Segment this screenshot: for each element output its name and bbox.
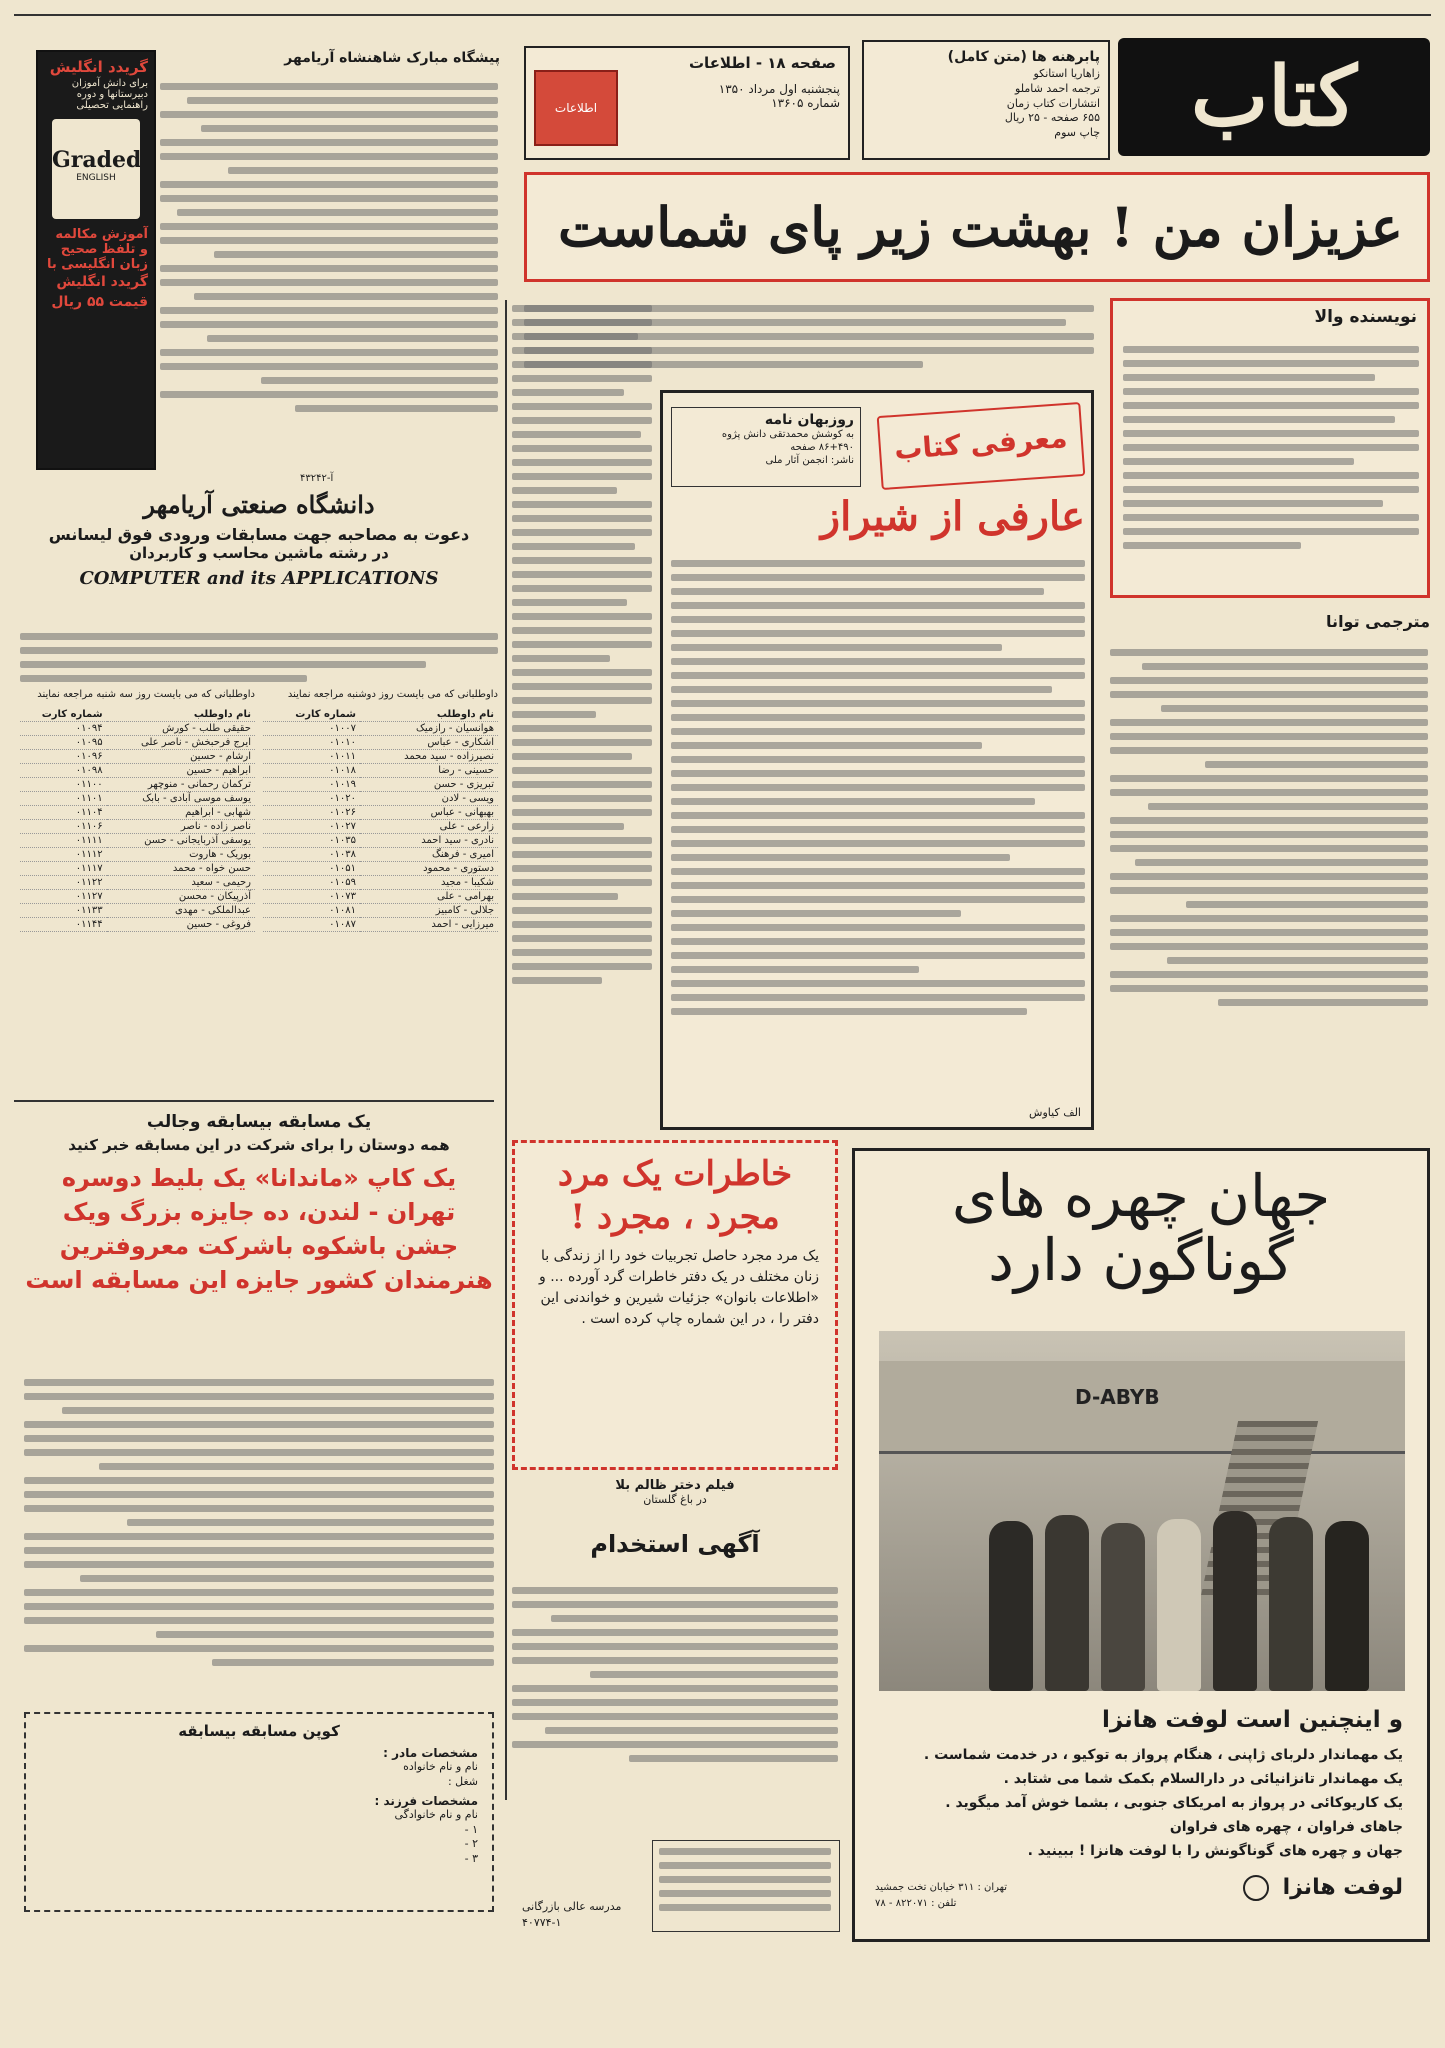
memoirs-headline: خاطرات یک مرد مجرد ، مجرد !: [557, 1154, 793, 1237]
contest-intro: همه دوستان را برای شرکت در این مسابقه خبر کنید: [68, 1136, 450, 1154]
lufthansa-line4: جاهای فراوان ، چهره های فراوان: [1169, 1819, 1403, 1835]
stewardess-figure: [1325, 1521, 1369, 1691]
name-cell: ویسی - لادن: [360, 792, 498, 806]
book-translator: ترجمه احمد شاملو: [1015, 81, 1100, 95]
header-name: نام داوطلب: [360, 708, 498, 722]
name-cell: میرزایی - احمد: [360, 918, 498, 932]
card-cell: ۰۱۰۷۳: [263, 890, 360, 904]
university-list-a: [20, 708, 255, 932]
university-title: دانشگاه صنعتی آریامهر: [143, 490, 375, 519]
name-cell: عبدالملکی - مهدی: [107, 904, 255, 918]
table-row: [263, 792, 498, 806]
book-intro-banner-text: معرفی کتاب: [893, 421, 1069, 467]
graded-price: قیمت ۵۵ ریال: [51, 294, 148, 310]
issue-date: پنجشنبه اول مرداد ۱۳۵۰: [718, 82, 840, 96]
table-row: [263, 918, 498, 932]
memoirs-box: [512, 1140, 838, 1470]
book-intro-body: [671, 553, 1085, 1083]
header-name: نام داوطلب: [107, 708, 255, 722]
table-row: [20, 750, 255, 764]
book-info-box: [862, 40, 1110, 160]
column-rule-1: [505, 300, 507, 1800]
card-cell: ۰۱۱۰۱: [20, 792, 107, 806]
card-cell: ۰۱۰۳۸: [263, 848, 360, 862]
author-box-body: [1123, 339, 1419, 589]
table-row: [263, 806, 498, 820]
table-row: [263, 904, 498, 918]
card-cell: ۰۱۰۵۹: [263, 876, 360, 890]
card-cell: ۰۱۰۱۱: [263, 750, 360, 764]
name-cell: اشکاری - عباس: [360, 736, 498, 750]
coupon-title: کوپن مسابقه بیسابقه: [178, 1722, 340, 1740]
name-cell: نادری - سید احمد: [360, 834, 498, 848]
table-row: [20, 764, 255, 778]
author-box-title: نویسنده والا: [1314, 307, 1417, 327]
stewardesses-group: [989, 1481, 1369, 1691]
name-cell: ترکمان رحمانی - منوچهر: [107, 778, 255, 792]
card-cell: ۰۱۰۹۸: [20, 764, 107, 778]
book-intro-meta1: به کوشش محمدتقی دانش پژوه: [721, 429, 854, 440]
contest-section: [24, 1112, 494, 1922]
coupon-name: نام و نام خانواده: [403, 1760, 478, 1773]
book-intro-meta: [671, 407, 861, 487]
card-cell: ۰۱۰۳۵: [263, 834, 360, 848]
lufthansa-line2: یک مهماندار تانزانیائی در دارالسلام بکمک شما می شتابد .: [1003, 1771, 1403, 1787]
stewardess-figure: [1157, 1519, 1201, 1691]
graded-logo-sub: ENGLISH: [76, 173, 116, 183]
card-cell: ۰۱۰۹۴: [20, 722, 107, 736]
header-card: شماره کارت: [20, 708, 107, 722]
jobs-body: [512, 1580, 838, 1830]
table-row: [263, 848, 498, 862]
table-row: [20, 876, 255, 890]
card-cell: ۰۱۱۰۰: [20, 778, 107, 792]
book-author: زاهاریا استانکو: [1033, 66, 1100, 80]
coupon-child-name: نام و نام خانوادگی: [394, 1807, 478, 1821]
main-headline: عزیزان من ! بهشت زیر پای شماست: [558, 195, 1403, 259]
plane-registration: D-ABYB: [1075, 1385, 1160, 1409]
article-column-body: [512, 298, 652, 1128]
royal-birthday-code: آ-۴۳۲۴۲: [300, 473, 334, 484]
jobs-form-lines: [659, 1841, 831, 1929]
lufthansa-crane-icon: [1243, 1875, 1269, 1901]
table-row: [20, 778, 255, 792]
graded-line1: گریدد انگلیش: [49, 58, 148, 76]
name-cell: ارشام - حسین: [107, 750, 255, 764]
university-notice: [20, 490, 498, 1090]
coupon-child: مشخصات فرزند :: [374, 1793, 478, 1808]
card-cell: ۰۱۱۲۲: [20, 876, 107, 890]
jobs-footer: مدرسه عالی بازرگانی: [522, 1900, 622, 1913]
header-card: شماره کارت: [263, 708, 360, 722]
book-intro-headline: عارفی از شیراز: [820, 493, 1085, 540]
lufthansa-tagline: و اینچنین است لوفت هانزا: [1101, 1707, 1403, 1733]
name-cell: بهرامی - علی: [360, 890, 498, 904]
table-row: [263, 820, 498, 834]
name-cell: آذرپیکان - محسن: [107, 890, 255, 904]
table-row: [20, 862, 255, 876]
university-subtitle: دعوت به مصاحبه جهت مسابقات ورودی فوق لیسانس: [48, 525, 470, 544]
memoirs-body: یک مرد مجرد حاصل تجربیات خود را از زندگی با زنان مختلف در یک دفتر خاطرات گرد آورده ... و «اطلاعات بانوان» جزئیات شیرین و خواندنی این دفتر را ، در این شماره چاپ کرده است .: [538, 1248, 819, 1327]
card-cell: ۰۱۰۸۷: [263, 918, 360, 932]
card-cell: ۰۱۱۰۴: [20, 806, 107, 820]
book-publisher: انتشارات کتاب زمان: [1006, 96, 1100, 110]
contest-body: [24, 1372, 494, 1702]
book-intro-meta3: ناشر: انجمن آثار ملی: [765, 455, 854, 466]
stewardess-figure: [1045, 1515, 1089, 1691]
card-cell: ۰۱۰۸۱: [263, 904, 360, 918]
graded-line3: آموزش مکالمه و تلفظ صحیح زبان انگلیسی با: [46, 227, 148, 272]
royal-birthday-section: [160, 50, 500, 470]
name-cell: حسن خواه - محمد: [107, 862, 255, 876]
contest-red2: تهران - لندن، ده جایزه بزرگ ویک: [62, 1198, 456, 1226]
name-cell: فروغی - حسین: [107, 918, 255, 932]
contest-red1: یک کاپ «ماندانا» یک بلیط دوسره: [61, 1164, 457, 1192]
issue-stamp-text: اطلاعات: [554, 101, 598, 115]
lufthansa-headline1: جهان چهره های: [951, 1162, 1331, 1230]
main-headline-box: [524, 172, 1430, 282]
coupon-mother: مشخصات مادر :: [383, 1746, 478, 1760]
name-cell: حقیقی طلب - کورش: [107, 722, 255, 736]
table-row: [20, 918, 255, 932]
name-cell: شکیبا - مجید: [360, 876, 498, 890]
translator-section: [1110, 612, 1430, 1082]
name-cell: نصیرزاده - سید محمد: [360, 750, 498, 764]
lufthansa-address: تهران : ۳۱۱ خیابان تخت جمشید: [875, 1882, 1008, 1893]
top-rule: [14, 14, 1431, 16]
lufthansa-line5: جهان و چهره های گوناگونش را با لوفت هانزا ! ببینید .: [1027, 1843, 1403, 1859]
table-row: [263, 778, 498, 792]
table-row: [263, 750, 498, 764]
name-cell: بهبهانی - عباس: [360, 806, 498, 820]
lufthansa-photo: [879, 1331, 1405, 1691]
university-subtitle2: در رشته ماشین محاسب و کاربردان: [129, 544, 389, 562]
table-row: [20, 890, 255, 904]
card-cell: ۰۱۰۲۶: [263, 806, 360, 820]
lufthansa-headline2: گوناگون دارد: [988, 1225, 1294, 1294]
card-cell: ۰۱۰۲۰: [263, 792, 360, 806]
name-cell: رحیمی - سعید: [107, 876, 255, 890]
table-row: [263, 834, 498, 848]
list-b-header: [263, 708, 498, 722]
university-col-head-b: داوطلبانی که می بایست روز دوشنبه مراجعه نمایند: [287, 689, 498, 700]
card-cell: ۰۱۱۰۶: [20, 820, 107, 834]
coupon-row-1: ۱ -: [464, 1822, 478, 1836]
royal-birthday-body: [160, 76, 498, 456]
lufthansa-line1: یک مهماندار دلربای ژاپنی ، هنگام پرواز به توکیو ، در خدمت شماست .: [923, 1747, 1403, 1763]
card-cell: ۰۱۱۱۱: [20, 834, 107, 848]
card-cell: ۰۱۰۰۷: [263, 722, 360, 736]
issue-page: صفحه ۱۸ - اطلاعات: [688, 54, 836, 72]
issue-stamp: [534, 70, 618, 146]
contest-red4: هنرمندان کشور جایزه این مسابقه است: [25, 1266, 493, 1294]
book-intro-title: روزبهان نامه: [764, 412, 854, 428]
table-row: [20, 792, 255, 806]
author-box: [1110, 298, 1430, 598]
contest-title: یک مسابقه بیسابقه وجالب: [146, 1112, 372, 1132]
card-cell: ۰۱۱۱۷: [20, 862, 107, 876]
table-row: [263, 736, 498, 750]
stewardess-figure: [1213, 1511, 1257, 1691]
table-row: [20, 722, 255, 736]
stewardess-figure: [1101, 1523, 1145, 1691]
book-intro-banner: [877, 402, 1086, 490]
name-cell: ایرج فرحبخش - ناصر علی: [107, 736, 255, 750]
book-intro-box: [660, 390, 1094, 1130]
name-cell: شهابی - ابراهیم: [107, 806, 255, 820]
name-cell: هوانسیان - رازمیک: [360, 722, 498, 736]
name-cell: یوسفی آذربایجانی - حسن: [107, 834, 255, 848]
lufthansa-brand: لوفت هانزا: [1282, 1875, 1403, 1900]
contest-red3: جشن باشکوه باشرکت معروفترین: [59, 1232, 459, 1260]
film-place: در باغ گلستان: [643, 1493, 707, 1506]
name-cell: دستوری - محمود: [360, 862, 498, 876]
graded-line4: گریدد انگلیش: [56, 274, 148, 290]
table-row: [263, 722, 498, 736]
card-cell: ۰۱۱۳۳: [20, 904, 107, 918]
table-row: [263, 890, 498, 904]
card-cell: ۰۱۰۹۶: [20, 750, 107, 764]
graded-logo: [52, 119, 140, 219]
book-intro-signature: الف کیاوش: [1029, 1106, 1081, 1120]
book-edition: چاپ سوم: [1054, 126, 1100, 140]
jobs-form: [652, 1840, 840, 1932]
name-cell: امیری - فرهنگ: [360, 848, 498, 862]
coupon-job: شغل :: [447, 1774, 478, 1788]
lufthansa-brand-row: [1243, 1875, 1403, 1901]
jobs-code: ۴۰۷۷۴-۱: [522, 1916, 562, 1929]
card-cell: ۰۱۰۵۱: [263, 862, 360, 876]
table-row: [263, 876, 498, 890]
table-row: [263, 862, 498, 876]
graded-logo-text: Graded: [52, 147, 142, 173]
coupon-row-3: ۳ -: [464, 1852, 478, 1866]
name-cell: بوریک - هاروت: [107, 848, 255, 862]
university-list-b: [263, 708, 498, 932]
card-cell: ۰۱۱۴۴: [20, 918, 107, 932]
book-pages-price: ۶۵۵ صفحه - ۲۵ ریال: [1004, 111, 1100, 125]
royal-birthday-title: پیشگاه مبارک شاهنشاه آریامهر: [284, 50, 500, 66]
table-row: [20, 834, 255, 848]
university-col-head-a: داوطلبانی که می بایست روز سه شنبه مراجعه نمایند: [37, 689, 255, 700]
name-cell: ناصر زاده - ناصر: [107, 820, 255, 834]
film-title: فیلم دختر ظالم بلا: [615, 1478, 735, 1493]
name-cell: تبریزی - حسن: [360, 778, 498, 792]
issue-info-box: [524, 46, 850, 160]
graded-english-ad: [36, 50, 156, 470]
name-cell: ابراهیم - حسین: [107, 764, 255, 778]
table-row: [20, 848, 255, 862]
contest-coupon[interactable]: [24, 1712, 494, 1912]
stewardess-figure: [989, 1521, 1033, 1691]
card-cell: ۰۱۰۹۵: [20, 736, 107, 750]
table-row: [20, 736, 255, 750]
stewardess-figure: [1269, 1517, 1313, 1691]
masthead-logo-text: کتاب: [1191, 49, 1357, 145]
card-cell: ۰۱۰۱۹: [263, 778, 360, 792]
university-intro-body: [20, 626, 498, 686]
lufthansa-phone: تلفن : ۸۲۲۰۷۱ - ۷۸: [875, 1898, 957, 1909]
card-cell: ۰۱۰۲۷: [263, 820, 360, 834]
masthead-logo: [1118, 38, 1430, 156]
card-cell: ۰۱۰۱۰: [263, 736, 360, 750]
card-cell: ۰۱۱۱۲: [20, 848, 107, 862]
jobs-ad: [512, 1520, 838, 1940]
card-cell: ۰۱۱۲۷: [20, 890, 107, 904]
lufthansa-ad: [852, 1148, 1430, 1942]
table-row: [20, 904, 255, 918]
table-row: [263, 764, 498, 778]
table-row: [20, 806, 255, 820]
jobs-title: آگهی استخدام: [590, 1530, 760, 1558]
book-title: پابرهنه ها (متن کامل): [947, 49, 1100, 65]
table-row: [20, 820, 255, 834]
translator-body: [1110, 642, 1428, 1072]
memoirs-film: [512, 1478, 838, 1506]
translator-title: مترجمی توانا: [1326, 612, 1430, 631]
coupon-row-2: ۲ -: [464, 1837, 478, 1851]
list-a-header: [20, 708, 255, 722]
issue-number: شماره ۱۳۶۰۵: [771, 96, 840, 110]
name-cell: جلالی - کامبیز: [360, 904, 498, 918]
book-intro-meta2: ۸۶+۴۹۰ صفحه: [790, 442, 854, 453]
section-rule: [14, 1100, 494, 1102]
name-cell: یوسف موسی آبادی - بابک: [107, 792, 255, 806]
university-english: COMPUTER and its APPLICATIONS: [79, 568, 439, 589]
card-cell: ۰۱۰۱۸: [263, 764, 360, 778]
name-cell: حسینی - رضا: [360, 764, 498, 778]
graded-line2: برای دانش آموزان دبیرستانها و دوره راهنمایی تحصیلی: [71, 78, 148, 111]
name-cell: زارعی - علی: [360, 820, 498, 834]
lufthansa-line3: یک کاریوکائی در پرواز به امریکای جنوبی ، بشما خوش آمد میگوید .: [945, 1795, 1403, 1811]
